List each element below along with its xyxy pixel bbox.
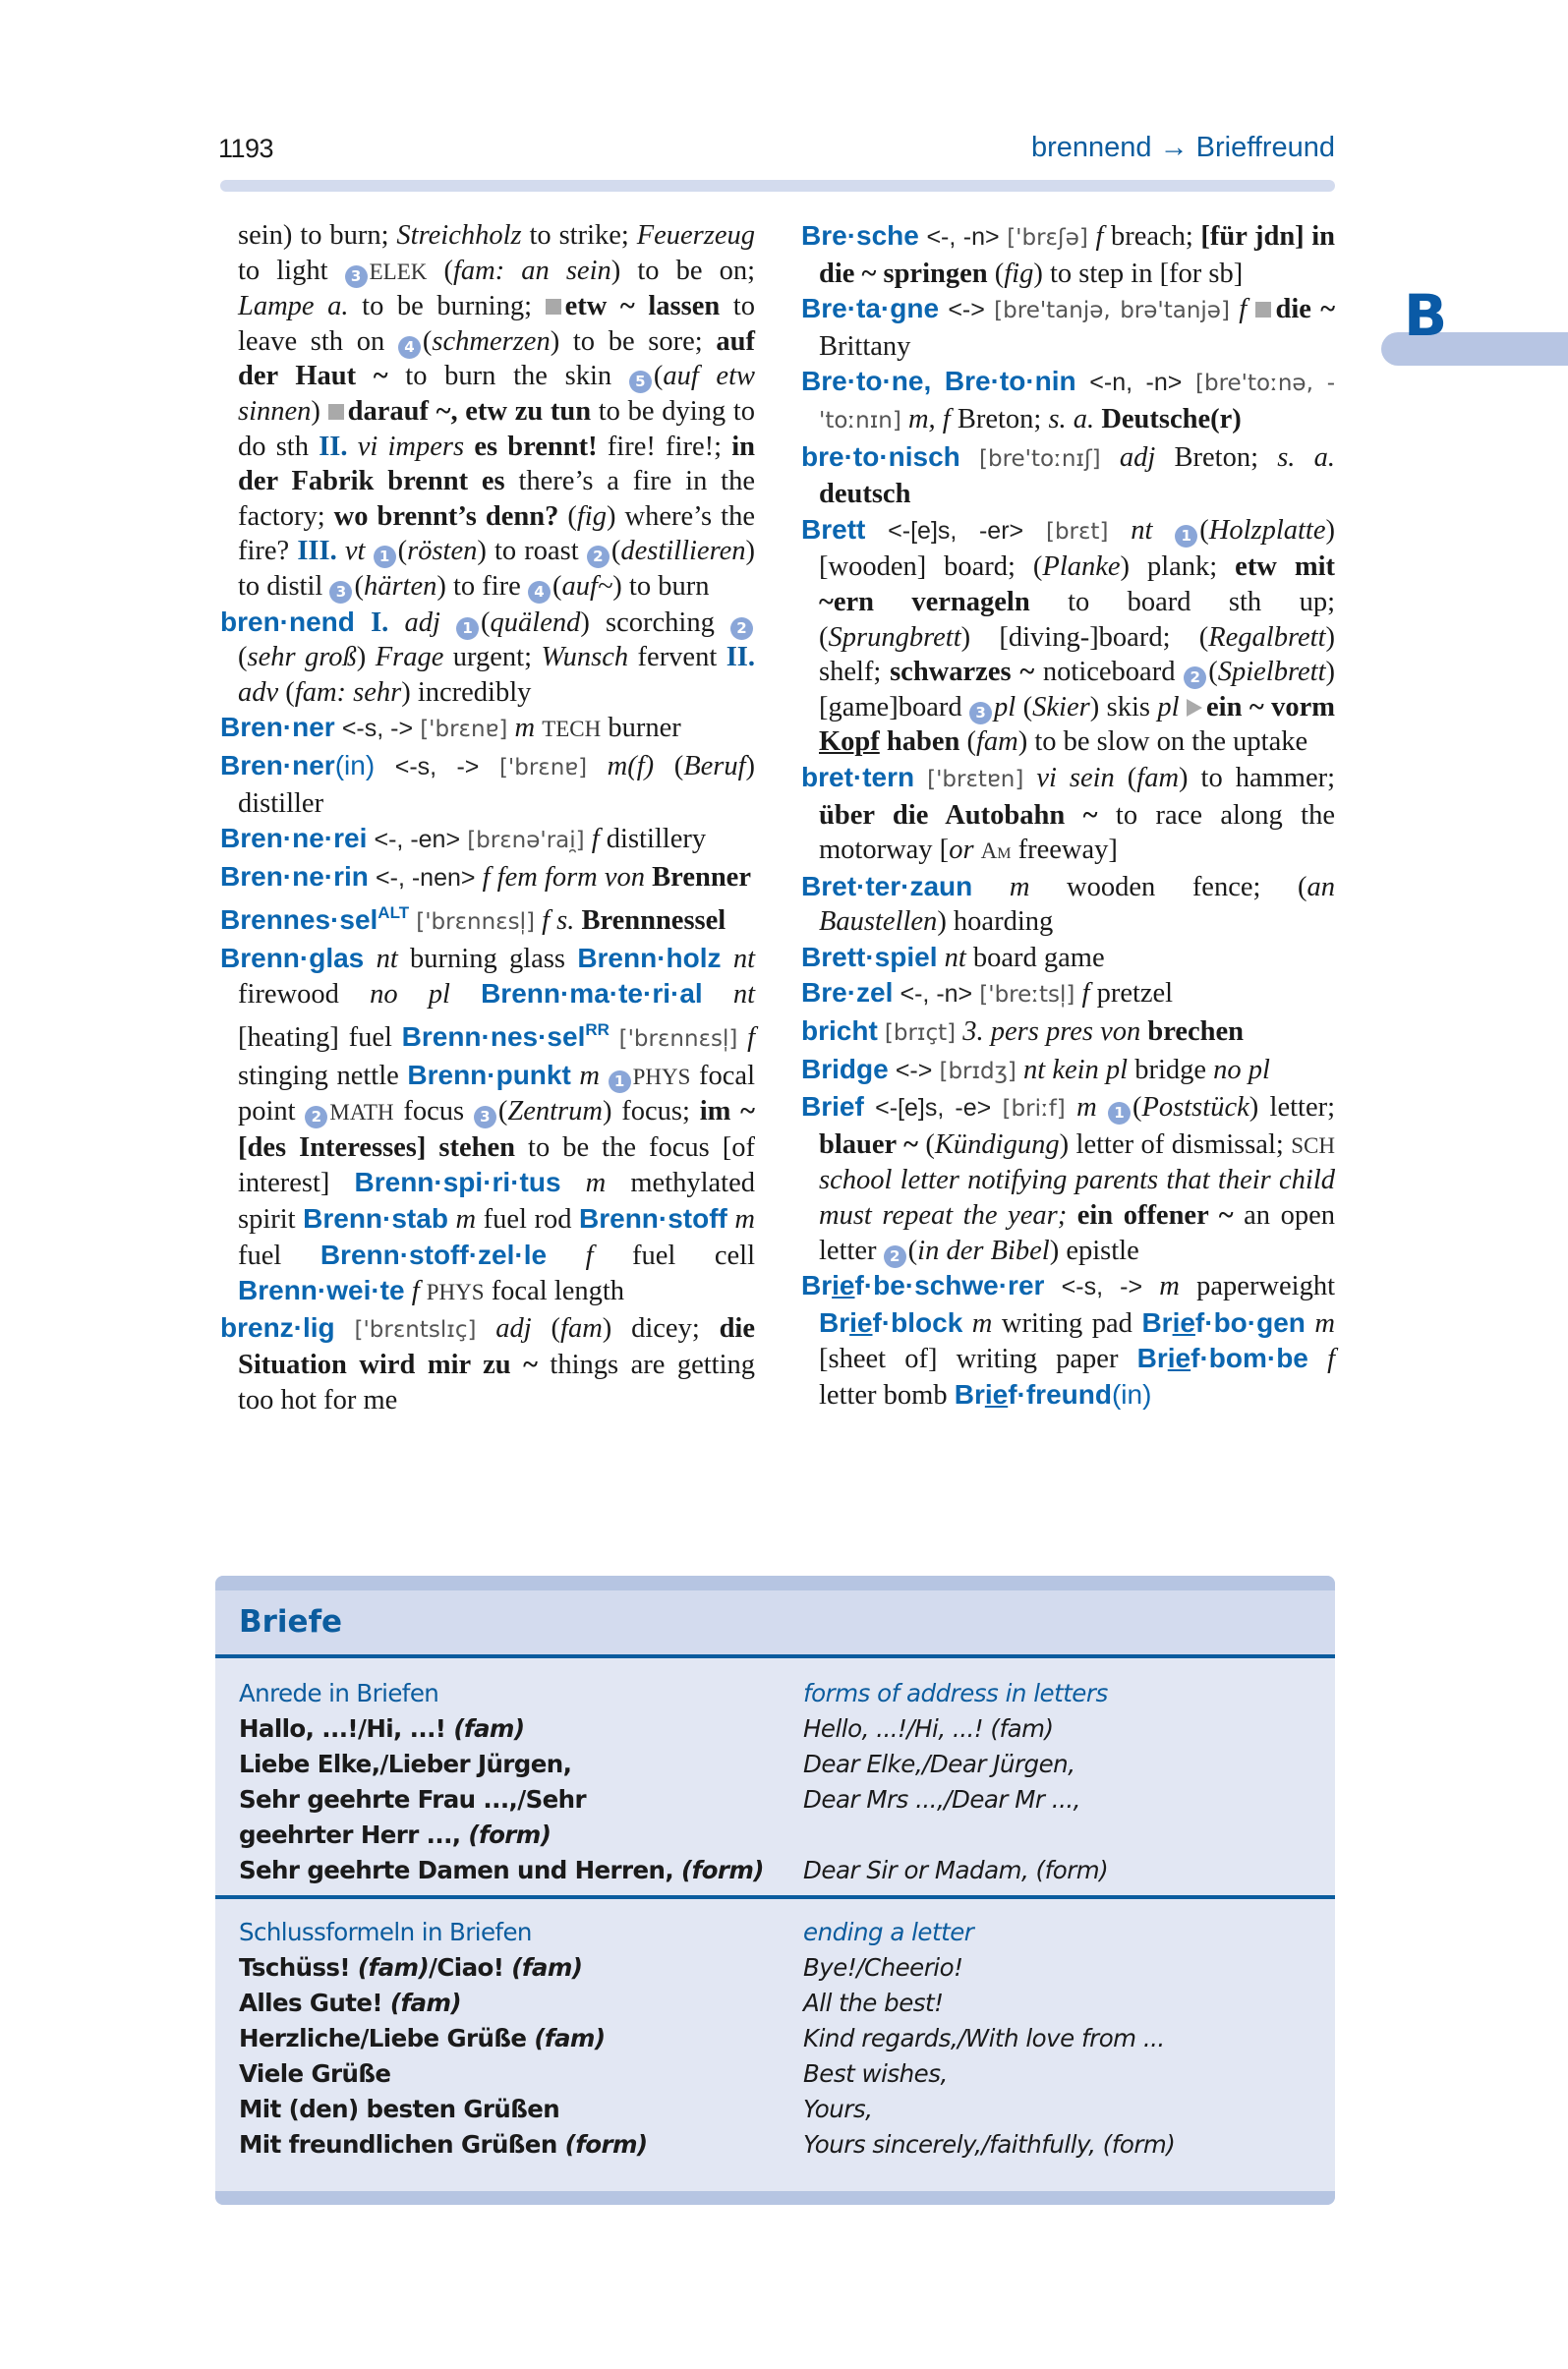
headword[interactable]: Bren·ne·rin (220, 860, 369, 892)
sense-number-icon: 2 (305, 1106, 327, 1128)
entry-bretagne: Bre·ta·gne <-> [bre'tanjə, brə'tanjə] f die ~ Brittany (801, 293, 1336, 362)
entry-brennerei: Bren·ne·rei <-, -en> [brɛnə'rai̯] f distillery (220, 823, 707, 855)
sense-number-icon: 1 (374, 546, 396, 568)
sense-number-icon: 4 (528, 581, 551, 604)
phrase-row: Mit freundlichen Grüßen (form) Yours sincerely,/faithfully, (form) (239, 2130, 1176, 2159)
headword[interactable]: Brenn·spi·ri·tus (354, 1167, 561, 1198)
header-bar (220, 180, 1335, 192)
sense-number-icon: 1 (456, 617, 479, 640)
headword[interactable]: Brenn·holz (577, 942, 722, 973)
entry-brett: Brett <-[e]s, -er> [brɛt] nt 1 (Holzplatte) [wooden] board; (Planke) plank; etw mit ~ern vernageln to board sth up; (Sprungbrett) [diving-]board; (Regalbrett) shelf; schwarzes ~ noticeboard 2 (Spielbrett) [game]board 3 pl (Skier) skis pl ein ~ vorm Kopf haben (fam) to be slow on the uptake (801, 513, 1335, 758)
headword[interactable]: Brett (801, 513, 866, 545)
box-top-bar (215, 1576, 1335, 1590)
section-heading: Anrede in Briefen forms of address in letters (239, 1679, 1108, 1707)
box-section-anrede (239, 1676, 1320, 1888)
headword[interactable]: Bre·zel (801, 977, 894, 1009)
cross-reference-link[interactable]: deutsch (819, 479, 911, 510)
cross-reference-link[interactable]: brechen (1147, 1016, 1245, 1048)
headword[interactable]: Brief·block (819, 1306, 963, 1338)
entry-brenner: Bren·ner <-s, -> ['brɛnɐ] m TECH burner (220, 712, 681, 744)
headword[interactable]: Bridge (801, 1053, 889, 1084)
phrase-row: Liebe Elke,/Lieber Jürgen, Dear Elke,/Dear Jürgen, (239, 1750, 1075, 1778)
headword[interactable]: Brief (801, 1091, 864, 1123)
phrase-marker-icon (1255, 302, 1271, 318)
headword[interactable]: Bre·to·nin (944, 366, 1076, 397)
thumb-tab-letter: B (1404, 282, 1448, 349)
entry-bresche: Bre·sche <-, -n> ['brɛʃə] f breach; [für jdn] in die ~ springen (fig) to step in [for sb] (801, 220, 1336, 289)
headword[interactable]: Brenn·stoff·zel·le (319, 1239, 548, 1270)
phrase-row: Tschüss! (fam)/Ciao! (fam) Bye!/Cheerio! (239, 1953, 963, 1982)
headword[interactable]: Bren·ner(in) (220, 749, 376, 780)
headword[interactable]: Brenn·ma·te·ri·al (481, 978, 703, 1010)
headword[interactable]: Brief·freund(in) (954, 1379, 1152, 1410)
entry-bridge: Bridge <-> [brɪdʒ] nt kein pl bridge no pl (801, 1053, 1270, 1085)
phrase-marker-icon (546, 299, 561, 315)
right-column (801, 218, 1335, 1414)
entry-brennend: bren·nend I. adj 1 (quälend) scorching 2(sehr groß) Frage urgent; Wunsch fervent II. adv (fam: sehr) incredibly (220, 606, 755, 708)
headword[interactable]: Brief·bo·gen (1141, 1306, 1306, 1338)
entry-bretterzaun: Bret·ter·zaun m wooden fence; (an Baustellen) hoarding (801, 870, 1335, 938)
entry-brenn-compounds: Brenn·glas nt burning glass Brenn·holz nt firewood no pl Brenn·ma·te·ri·al nt [heating] fuel Brenn·nes·sel$^{RR}$ ['brɛnnɛsl̩] f stinging nettle Brenn·punkt m 1 PHYS focal point 2 MATH focus 3 (Zentrum) focus; im ~ [des Interesses] stehen to be the focus [of interest] Brenn·spi·ri·tus m methylated spirit Brenn·stab m fuel rod Brenn·stoff m fuel Brenn·stoff·zel·le f fuel cell Brenn·wei·te f PHYS focal length (220, 942, 756, 1307)
sense-number-icon: 3 (969, 702, 992, 724)
headword[interactable]: bricht (801, 1015, 878, 1047)
entry-brennessel-alt: Brennes·sel$^{ALT}$ ['brɛnnɛsl̩] f s. Brennnessel (220, 903, 726, 937)
headword[interactable]: Brief·be·schwe·rer (801, 1270, 1045, 1301)
entry-brezel: Bre·zel <-, -n> ['breːtsl̩] f pretzel (801, 977, 1174, 1010)
sense-number-icon: 3 (345, 265, 368, 288)
sense-number-icon: 2 (730, 617, 753, 640)
entry-brettern: bret·tern ['brɛtɐn] vi sein (fam) to hammer; über die Autobahn ~ to race along the motorway [or Am freeway] (801, 761, 1336, 866)
entry-bretonisch: bre·to·nisch [bre'toːnɪʃ] adj Breton; s. a. deutsch (801, 440, 1336, 510)
entry-bricht: bricht [brɪçt] 3. pers pres von brechen (801, 1015, 1245, 1048)
headword[interactable]: Brenn·stab (303, 1203, 448, 1235)
headword[interactable]: Bret·ter·zaun (801, 870, 973, 901)
page-number: 1193 (218, 134, 274, 163)
headword[interactable]: Bren·ner (220, 712, 335, 743)
phrase-row: Hallo, ...!/Hi, ...! (fam) Hello, ...!/Hi, ...! (fam) (239, 1714, 1054, 1743)
phrase-row: Viele Grüße Best wishes, (239, 2059, 948, 2088)
cross-reference-link[interactable]: Brennnessel (581, 905, 726, 937)
sense-number-icon: 3 (329, 581, 352, 604)
headword[interactable]: Brennes·sel$^{ALT}$ (220, 903, 410, 936)
box-bottom-bar (215, 2191, 1335, 2205)
sense-number-icon: 5 (629, 371, 652, 393)
cross-reference-link[interactable]: Deutsche(r) (1101, 403, 1242, 434)
sense-number-icon: 1 (1108, 1102, 1131, 1125)
sense-number-icon: 4 (398, 336, 421, 359)
sense-number-icon: 2 (884, 1245, 906, 1268)
headword[interactable]: brenz·lig (220, 1311, 335, 1343)
box-section-schlussformeln (239, 1915, 1320, 2163)
entry-brettspiel: Brett·spiel nt board game (801, 941, 1105, 973)
entry-brief-compounds: Brief·be·schwe·rer <-s, -> m paperweight Brief·block m writing pad Brief·bo·gen m [sheet of] writing paper Brief·bom·be f letter bomb Brief·freund(in) (801, 1270, 1336, 1411)
box-title: Briefe (239, 1604, 343, 1640)
headword[interactable]: Bre·ta·gne (801, 293, 940, 324)
running-head: brennend → Brieffreund (1030, 132, 1335, 163)
headword[interactable]: Brett·spiel (801, 941, 938, 972)
phrase-row: Herzliche/Liebe Grüße (fam) Kind regards,/With love from ... (239, 2024, 1165, 2052)
box-header (215, 1590, 1335, 1658)
phrase-row: Alles Gute! (fam) All the best! (239, 1989, 944, 2017)
headword[interactable]: bren·nend (220, 606, 355, 637)
phrase-marker-icon (328, 404, 344, 420)
phrase-row: Mit (den) besten Grüßen Yours, (239, 2095, 873, 2123)
section-heading: Schlussformeln in Briefen ending a letter (239, 1918, 974, 1946)
phrase-row: Sehr geehrte Frau ...,/Sehr geehrter Herr ..., (form) Dear Mrs ...,/Dear Mr ..., (239, 1785, 1080, 1849)
headword[interactable]: Bre·to·ne, (801, 366, 932, 397)
headword[interactable]: Brenn·nes·sel$^{RR}$ (401, 1020, 610, 1053)
sense-number-icon: 3 (474, 1106, 496, 1128)
headword[interactable]: Bren·ne·rei (220, 823, 368, 854)
sense-number-icon: 2 (1184, 666, 1206, 689)
cross-reference-link[interactable]: Brenner (652, 861, 751, 893)
section-divider (215, 1895, 1335, 1899)
headword[interactable]: Brenn·stoff (579, 1203, 727, 1235)
entry-bretone: Bre·to·ne, Bre·to·nin <-n, -n> [bre'toːnə, -'toːnɪn] m, f Breton; s. a. Deutsche(r) (801, 366, 1335, 434)
phrase-row: Sehr geehrte Damen und Herren, (form) Dear Sir or Madam, (form) (239, 1856, 1109, 1884)
entry-brief: Brief <-[e]s, -e> [briːf] m 1 (Poststück) letter; blauer ~ (Kündigung) letter of dismissal; SCH school letter notifying parents that their child must repeat the year; ein offener ~ an open letter 2 (in der Bibel) epistle (801, 1091, 1336, 1266)
headword[interactable]: bret·tern (801, 761, 915, 792)
headword[interactable]: bre·to·nisch (801, 440, 960, 472)
headword[interactable]: Brenn·wei·te (238, 1275, 405, 1306)
entry-brenzlig: brenz·lig ['brɛntslɪç] adj (fam) dicey; die Situation wird mir zu ~ things are getting too hot for me (220, 1311, 755, 1416)
headword[interactable]: Brief·bom·be (1136, 1343, 1308, 1374)
sense-number-icon: 1 (1175, 525, 1197, 548)
headword[interactable]: Bre·sche (801, 220, 919, 251)
entry-brennen-continued: sein) to burn; Streichholz to strike; Feuerzeug to light 3 ELEK (fam: an sein) to be on; Lampe a. to be burning; etw ~ lassen to leave sth on 4 (schmerzen) to be sore; auf der Haut ~ to burn the skin 5 (auf etw sinnen) darauf ~, etw zu tun to be dying to do sth II. vi impers es brennt! fire! fire!; in der Fabrik brennt es there’s a fire in the factory; wo brennt’s denn? (fig) where’s the fire? III. vt 1 (rösten) to roast 2 (destillieren) to distil 3 (härten) to fire 4 (auf~) to burn (238, 220, 756, 602)
left-column (220, 218, 755, 1418)
entry-brennerin: Bren·ner(in) <-s, -> ['brɛnɐ] m(f) (Beruf) distiller (220, 749, 756, 819)
info-box-briefe (215, 1576, 1335, 2205)
headword[interactable]: Brenn·glas (220, 942, 365, 973)
sense-number-icon: 1 (609, 1070, 631, 1093)
entry-brennerin-fem: Bren·ne·rin <-, -nen> f fem form von Brenner (220, 860, 751, 893)
headword[interactable]: Brenn·punkt (407, 1059, 571, 1090)
sense-number-icon: 2 (587, 546, 610, 568)
idiom-arrow-icon (1187, 699, 1202, 717)
